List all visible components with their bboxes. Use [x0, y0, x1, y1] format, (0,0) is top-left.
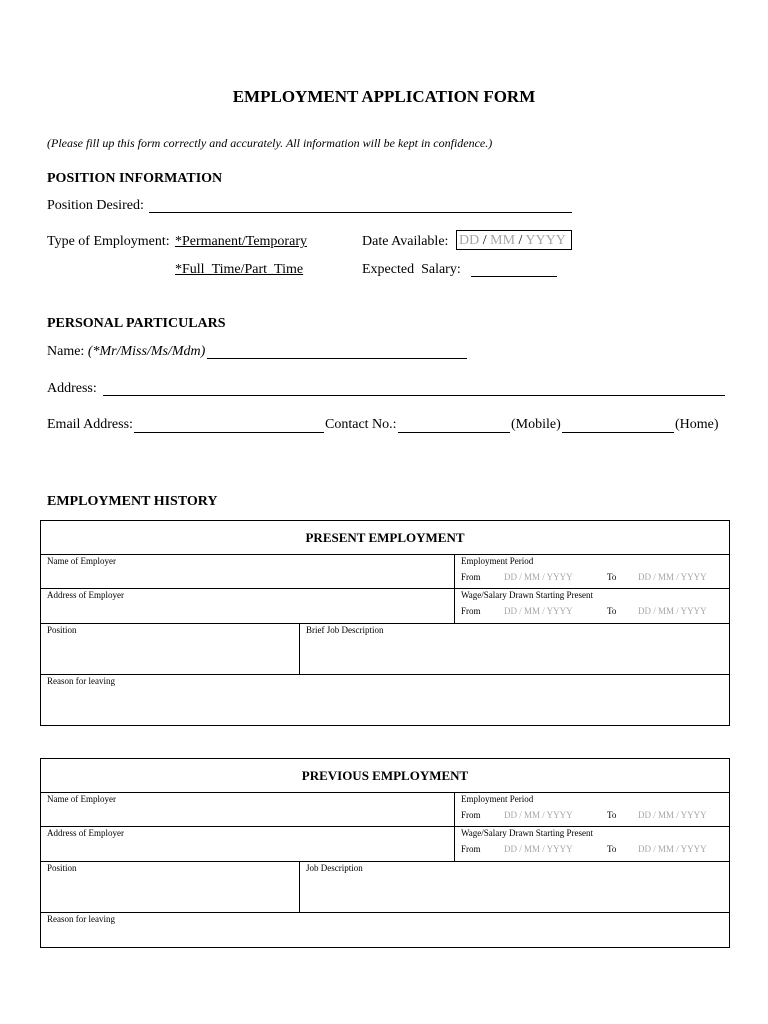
home-label: (Home) [675, 417, 719, 432]
employment-type-option-permanent[interactable]: *Permanent/Temporary [175, 234, 307, 249]
previous-position-cell[interactable] [41, 862, 300, 912]
present-employment-table [40, 520, 730, 726]
present-position-row [41, 624, 729, 675]
present-job-description-cell[interactable] [300, 624, 729, 674]
present-period-to-label: To [607, 572, 617, 582]
present-address-row [41, 589, 729, 624]
employment-type-label: Type of Employment: [47, 234, 170, 249]
page-title: EMPLOYMENT APPLICATION FORM [232, 87, 536, 106]
previous-period-cell [455, 793, 729, 826]
email-field[interactable] [134, 417, 324, 433]
previous-period-from-label: From [461, 810, 481, 820]
previous-period-to-label: To [607, 810, 617, 820]
position-desired-field[interactable] [149, 198, 572, 213]
previous-period-label: Employment Period [461, 794, 534, 804]
expected-salary-label: Expected Salary: [362, 262, 461, 277]
previous-wage-from-label: From [461, 844, 481, 854]
previous-job-description-label: Job Description [306, 863, 363, 873]
present-reason-row[interactable] [41, 675, 729, 725]
previous-address-row [41, 827, 729, 862]
date-separator: / [518, 233, 523, 248]
mobile-field[interactable] [398, 417, 510, 433]
date-available-label: Date Available: [362, 234, 449, 249]
previous-employer-name-label: Name of Employer [47, 794, 116, 804]
email-label: Email Address: [47, 417, 133, 432]
previous-employer-address-cell[interactable] [41, 827, 455, 861]
personal-section-heading: PERSONAL PARTICULARS [47, 316, 226, 331]
date-dd-placeholder: DD [459, 233, 480, 248]
home-phone-field[interactable] [562, 417, 674, 433]
present-period-cell [455, 555, 729, 588]
present-period-to-date[interactable]: DD / MM / YYYY [638, 572, 707, 582]
previous-reason-label: Reason for leaving [47, 914, 115, 924]
present-reason-label: Reason for leaving [47, 676, 115, 686]
form-instructions: (Please fill up this form correctly and accurately. All information will be kept in confidence.) [47, 136, 493, 150]
previous-position-row [41, 862, 729, 913]
present-wage-from-date[interactable]: DD / MM / YYYY [504, 606, 573, 616]
previous-wage-cell [455, 827, 729, 861]
mobile-label: (Mobile) [511, 417, 561, 432]
previous-wage-to-date[interactable]: DD / MM / YYYY [638, 844, 707, 854]
present-wage-from-label: From [461, 606, 481, 616]
position-desired-label: Position Desired: [47, 198, 144, 213]
present-employer-row [41, 555, 729, 589]
present-wage-to-date[interactable]: DD / MM / YYYY [638, 606, 707, 616]
present-employer-name-cell[interactable] [41, 555, 455, 588]
present-wage-label: Wage/Salary Drawn Starting Present [461, 590, 593, 600]
present-period-from-label: From [461, 572, 481, 582]
expected-salary-field[interactable] [471, 262, 557, 277]
present-period-from-date[interactable]: DD / MM / YYYY [504, 572, 573, 582]
previous-period-from-date[interactable]: DD / MM / YYYY [504, 810, 573, 820]
date-yyyy-placeholder: YYYY [525, 233, 566, 248]
previous-employment-table [40, 758, 730, 948]
previous-employer-row [41, 793, 729, 827]
present-wage-to-label: To [607, 606, 617, 616]
previous-wage-label: Wage/Salary Drawn Starting Present [461, 828, 593, 838]
present-wage-cell [455, 589, 729, 623]
previous-employer-name-cell[interactable] [41, 793, 455, 826]
present-employer-address-label: Address of Employer [47, 590, 124, 600]
previous-wage-to-label: To [607, 844, 617, 854]
date-separator: / [482, 233, 487, 248]
name-label-text: Name: [47, 344, 85, 359]
present-position-label: Position [47, 625, 77, 635]
previous-employer-address-label: Address of Employer [47, 828, 124, 838]
previous-job-description-cell[interactable] [300, 862, 729, 912]
name-field[interactable] [207, 344, 467, 359]
history-section-heading: EMPLOYMENT HISTORY [47, 494, 218, 509]
present-period-label: Employment Period [461, 556, 534, 566]
present-employer-address-cell[interactable] [41, 589, 455, 623]
position-section-heading: POSITION INFORMATION [47, 171, 223, 186]
previous-wage-from-date[interactable]: DD / MM / YYYY [504, 844, 573, 854]
employment-type-option-fulltime[interactable]: *Full_Time/Part_Time [175, 262, 304, 277]
present-position-cell[interactable] [41, 624, 300, 674]
name-label [47, 344, 205, 360]
previous-employment-heading: PREVIOUS EMPLOYMENT [41, 759, 729, 793]
previous-period-to-date[interactable]: DD / MM / YYYY [638, 810, 707, 820]
address-label: Address: [47, 381, 97, 396]
previous-reason-row[interactable] [41, 913, 729, 947]
date-mm-placeholder: MM [490, 233, 516, 248]
address-field[interactable] [103, 381, 725, 396]
present-employer-name-label: Name of Employer [47, 556, 116, 566]
name-title-hint: (*Mr/Miss/Ms/Mdm) [87, 344, 206, 359]
present-job-description-label: Brief Job Description [306, 625, 384, 635]
contact-label: Contact No.: [325, 417, 397, 432]
present-employment-heading: PRESENT EMPLOYMENT [41, 521, 729, 555]
previous-position-label: Position [47, 863, 77, 873]
date-available-field[interactable] [456, 230, 572, 250]
